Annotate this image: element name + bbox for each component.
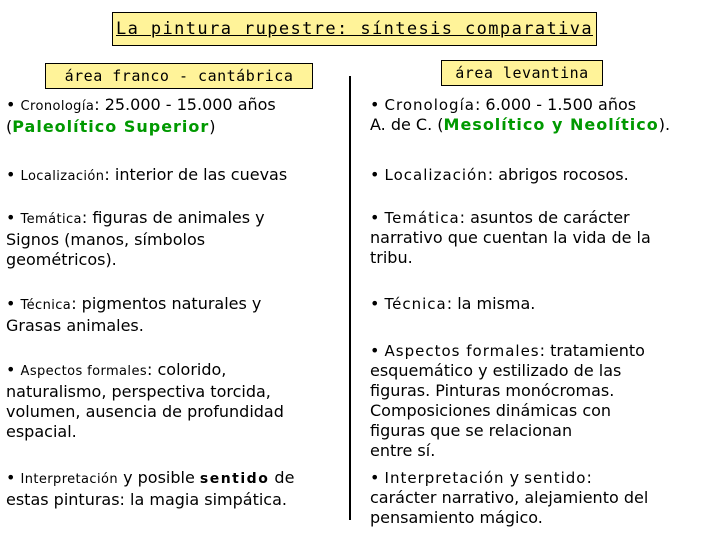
left-localizacion: • Localización: interior de las cuevas <box>6 165 288 184</box>
right-aspectos: • Aspectos formales: tratamiento esquemático y estilizado de las figuras. Pinturas monócromas. Composiciones dinámicas con figuras que se relacionan entre sí. <box>370 341 645 460</box>
left-tematica: • Temática: figuras de animales y Signos (manos, símbolos geométricos). <box>6 208 265 269</box>
header-franco-cantabrica: área franco - cantábrica <box>45 63 313 89</box>
left-aspectos: • Aspectos formales: colorido, naturalismo, perspectiva torcida, volumen, ausencia de profundidad espacial. <box>6 360 284 441</box>
right-localizacion: • Localización: abrigos rocosos. <box>370 165 629 184</box>
left-cronologia: • Cronología: 25.000 - 15.000 años (Paleolítico Superior) <box>6 95 276 136</box>
header-levantina: área levantina <box>441 60 603 86</box>
column-divider <box>349 76 351 520</box>
right-interpretacion: • Interpretación y sentido: carácter narrativo, alejamiento del pensamiento mágico. <box>370 468 649 527</box>
page-title: La pintura rupestre: síntesis comparativa <box>112 12 597 46</box>
right-cronologia: • Cronología: 6.000 - 1.500 años A. de C. (Mesolítico y Neolítico). <box>370 95 671 134</box>
left-interpretacion: • Interpretación y posible sentido de estas pinturas: la magia simpática. <box>6 468 295 509</box>
right-tematica: • Temática: asuntos de carácter narrativo que cuentan la vida de la tribu. <box>370 208 651 267</box>
right-tecnica: • Técnica: la misma. <box>370 294 536 313</box>
left-tecnica: • Técnica: pigmentos naturales y Grasas animales. <box>6 294 262 335</box>
